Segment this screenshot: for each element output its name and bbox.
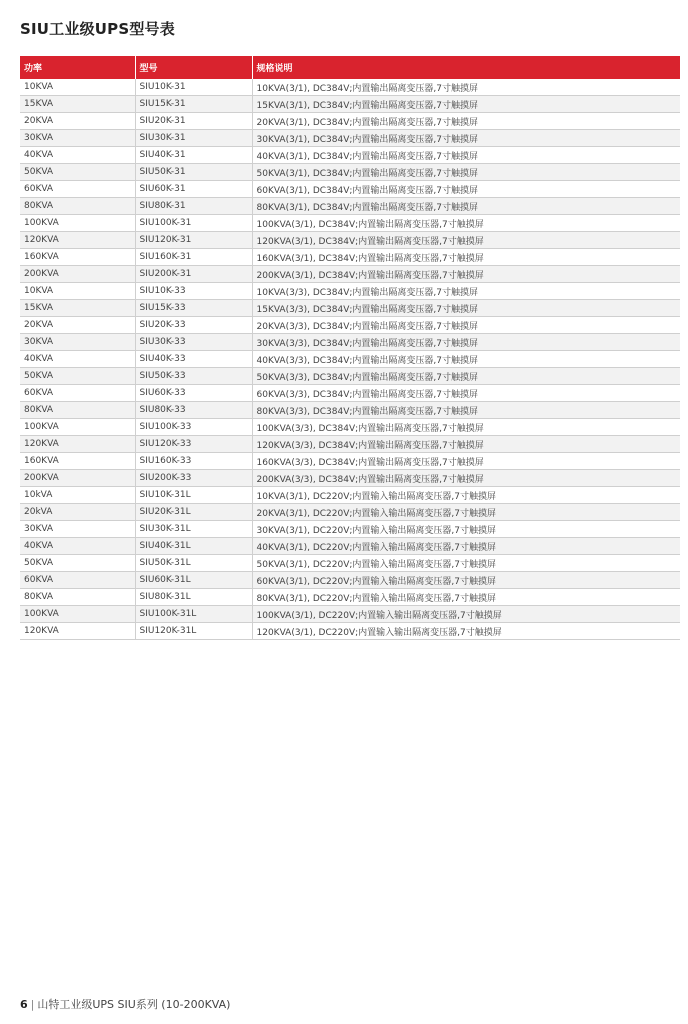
table-row [20, 521, 680, 538]
table-row [20, 249, 680, 266]
cell-power: 20kVA [20, 504, 135, 521]
header-model: 型号 [135, 56, 252, 79]
cell-spec: 160KVA(3/3), DC384V;内置输出隔离变压器,7寸触摸屏 [252, 453, 680, 470]
cell-model: SIU10K-31L [135, 487, 252, 504]
table-row [20, 555, 680, 572]
table-row [20, 385, 680, 402]
cell-power: 200KVA [20, 470, 135, 487]
cell-model: SIU40K-31 [135, 147, 252, 164]
cell-power: 120KVA [20, 436, 135, 453]
ups-model-table [20, 56, 680, 640]
cell-spec: 50KVA(3/1), DC384V;内置输出隔离变压器,7寸触摸屏 [252, 164, 680, 181]
cell-model: SIU160K-31 [135, 249, 252, 266]
cell-model: SIU60K-31L [135, 572, 252, 589]
cell-power: 50KVA [20, 555, 135, 572]
cell-model: SIU60K-31 [135, 181, 252, 198]
cell-model: SIU10K-31 [135, 79, 252, 96]
cell-spec: 20KVA(3/1), DC384V;内置输出隔离变压器,7寸触摸屏 [252, 113, 680, 130]
cell-power: 30KVA [20, 130, 135, 147]
cell-power: 40KVA [20, 538, 135, 555]
table-row [20, 300, 680, 317]
cell-spec: 15KVA(3/1), DC384V;内置输出隔离变压器,7寸触摸屏 [252, 96, 680, 113]
table-row [20, 164, 680, 181]
cell-power: 30KVA [20, 334, 135, 351]
table-row [20, 419, 680, 436]
cell-power: 60KVA [20, 572, 135, 589]
cell-model: SIU100K-33 [135, 419, 252, 436]
cell-model: SIU100K-31 [135, 215, 252, 232]
table-row [20, 589, 680, 606]
cell-power: 50KVA [20, 368, 135, 385]
header-power: 功率 [20, 56, 135, 79]
cell-power: 15KVA [20, 96, 135, 113]
cell-spec: 20KVA(3/1), DC220V;内置输入输出隔离变压器,7寸触摸屏 [252, 504, 680, 521]
cell-spec: 50KVA(3/3), DC384V;内置输出隔离变压器,7寸触摸屏 [252, 368, 680, 385]
table-row [20, 538, 680, 555]
cell-model: SIU80K-31 [135, 198, 252, 215]
header-spec: 规格说明 [252, 56, 680, 79]
cell-model: SIU60K-33 [135, 385, 252, 402]
table-row [20, 266, 680, 283]
cell-model: SIU50K-31 [135, 164, 252, 181]
cell-model: SIU200K-31 [135, 266, 252, 283]
table-row [20, 606, 680, 623]
table-row [20, 96, 680, 113]
cell-spec: 80KVA(3/1), DC220V;内置输入输出隔离变压器,7寸触摸屏 [252, 589, 680, 606]
cell-power: 80KVA [20, 402, 135, 419]
cell-power: 100KVA [20, 606, 135, 623]
table-row [20, 351, 680, 368]
cell-model: SIU80K-31L [135, 589, 252, 606]
page-title: SIU工业级UPS型号表 [20, 20, 175, 38]
table-row [20, 368, 680, 385]
cell-spec: 40KVA(3/1), DC220V;内置输入输出隔离变压器,7寸触摸屏 [252, 538, 680, 555]
footer-separator: | [30, 998, 35, 1011]
cell-power: 60KVA [20, 181, 135, 198]
cell-model: SIU20K-33 [135, 317, 252, 334]
cell-spec: 30KVA(3/1), DC384V;内置输出隔离变压器,7寸触摸屏 [252, 130, 680, 147]
table-body [20, 79, 680, 640]
cell-model: SIU15K-31 [135, 96, 252, 113]
cell-model: SIU120K-33 [135, 436, 252, 453]
cell-model: SIU30K-31L [135, 521, 252, 538]
cell-spec: 20KVA(3/3), DC384V;内置输出隔离变压器,7寸触摸屏 [252, 317, 680, 334]
cell-power: 20KVA [20, 113, 135, 130]
table-row [20, 113, 680, 130]
cell-model: SIU20K-31L [135, 504, 252, 521]
cell-power: 20KVA [20, 317, 135, 334]
cell-model: SIU120K-31 [135, 232, 252, 249]
cell-power: 10kVA [20, 487, 135, 504]
table-row [20, 79, 680, 96]
cell-power: 80KVA [20, 589, 135, 606]
cell-power: 15KVA [20, 300, 135, 317]
cell-model: SIU10K-33 [135, 283, 252, 300]
cell-spec: 30KVA(3/1), DC220V;内置输入输出隔离变压器,7寸触摸屏 [252, 521, 680, 538]
table-row [20, 334, 680, 351]
cell-spec: 120KVA(3/3), DC384V;内置输出隔离变压器,7寸触摸屏 [252, 436, 680, 453]
cell-spec: 10KVA(3/1), DC220V;内置输入输出隔离变压器,7寸触摸屏 [252, 487, 680, 504]
table-row [20, 232, 680, 249]
page-footer [20, 996, 230, 1012]
cell-spec: 120KVA(3/1), DC220V;内置输入输出隔离变压器,7寸触摸屏 [252, 623, 680, 640]
cell-power: 40KVA [20, 147, 135, 164]
cell-spec: 80KVA(3/3), DC384V;内置输出隔离变压器,7寸触摸屏 [252, 402, 680, 419]
table-row [20, 317, 680, 334]
cell-spec: 40KVA(3/3), DC384V;内置输出隔离变压器,7寸触摸屏 [252, 351, 680, 368]
table-row [20, 453, 680, 470]
cell-power: 60KVA [20, 385, 135, 402]
cell-model: SIU20K-31 [135, 113, 252, 130]
cell-spec: 60KVA(3/1), DC220V;内置输入输出隔离变压器,7寸触摸屏 [252, 572, 680, 589]
cell-power: 200KVA [20, 266, 135, 283]
cell-model: SIU100K-31L [135, 606, 252, 623]
cell-power: 120KVA [20, 232, 135, 249]
cell-power: 160KVA [20, 453, 135, 470]
cell-model: SIU30K-33 [135, 334, 252, 351]
cell-spec: 30KVA(3/3), DC384V;内置输出隔离变压器,7寸触摸屏 [252, 334, 680, 351]
table-row [20, 436, 680, 453]
table-row [20, 470, 680, 487]
cell-spec: 100KVA(3/1), DC384V;内置输出隔离变压器,7寸触摸屏 [252, 215, 680, 232]
cell-spec: 40KVA(3/1), DC384V;内置输出隔离变压器,7寸触摸屏 [252, 147, 680, 164]
cell-spec: 10KVA(3/1), DC384V;内置输出隔离变压器,7寸触摸屏 [252, 79, 680, 96]
table-row [20, 198, 680, 215]
cell-spec: 50KVA(3/1), DC220V;内置输入输出隔离变压器,7寸触摸屏 [252, 555, 680, 572]
cell-spec: 15KVA(3/3), DC384V;内置输出隔离变压器,7寸触摸屏 [252, 300, 680, 317]
table-row [20, 487, 680, 504]
footer-text: 山特工业级UPS SIU系列 (10-200KVA) [37, 998, 231, 1011]
cell-spec: 200KVA(3/3), DC384V;内置输出隔离变压器,7寸触摸屏 [252, 470, 680, 487]
table-row [20, 130, 680, 147]
cell-power: 100KVA [20, 215, 135, 232]
cell-spec: 100KVA(3/3), DC384V;内置输出隔离变压器,7寸触摸屏 [252, 419, 680, 436]
table-row [20, 215, 680, 232]
cell-spec: 200KVA(3/1), DC384V;内置输出隔离变压器,7寸触摸屏 [252, 266, 680, 283]
cell-spec: 60KVA(3/3), DC384V;内置输出隔离变压器,7寸触摸屏 [252, 385, 680, 402]
cell-spec: 80KVA(3/1), DC384V;内置输出隔离变压器,7寸触摸屏 [252, 198, 680, 215]
cell-power: 10KVA [20, 283, 135, 300]
table-row [20, 402, 680, 419]
cell-spec: 10KVA(3/3), DC384V;内置输出隔离变压器,7寸触摸屏 [252, 283, 680, 300]
cell-power: 40KVA [20, 351, 135, 368]
cell-power: 10KVA [20, 79, 135, 96]
cell-model: SIU50K-31L [135, 555, 252, 572]
cell-power: 50KVA [20, 164, 135, 181]
table-row [20, 623, 680, 640]
table-row [20, 147, 680, 164]
cell-model: SIU160K-33 [135, 453, 252, 470]
cell-power: 30KVA [20, 521, 135, 538]
table-row [20, 181, 680, 198]
cell-model: SIU40K-31L [135, 538, 252, 555]
cell-model: SIU200K-33 [135, 470, 252, 487]
cell-spec: 100KVA(3/1), DC220V;内置输入输出隔离变压器,7寸触摸屏 [252, 606, 680, 623]
cell-model: SIU80K-33 [135, 402, 252, 419]
cell-power: 160KVA [20, 249, 135, 266]
table-row [20, 504, 680, 521]
cell-model: SIU120K-31L [135, 623, 252, 640]
cell-spec: 60KVA(3/1), DC384V;内置输出隔离变压器,7寸触摸屏 [252, 181, 680, 198]
table-row [20, 572, 680, 589]
table-header-row [20, 56, 680, 79]
cell-spec: 160KVA(3/1), DC384V;内置输出隔离变压器,7寸触摸屏 [252, 249, 680, 266]
cell-spec: 120KVA(3/1), DC384V;内置输出隔离变压器,7寸触摸屏 [252, 232, 680, 249]
page-number: 6 [20, 998, 28, 1011]
cell-model: SIU50K-33 [135, 368, 252, 385]
cell-power: 100KVA [20, 419, 135, 436]
table-row [20, 283, 680, 300]
cell-model: SIU30K-31 [135, 130, 252, 147]
cell-power: 80KVA [20, 198, 135, 215]
cell-model: SIU15K-33 [135, 300, 252, 317]
cell-model: SIU40K-33 [135, 351, 252, 368]
cell-power: 120KVA [20, 623, 135, 640]
